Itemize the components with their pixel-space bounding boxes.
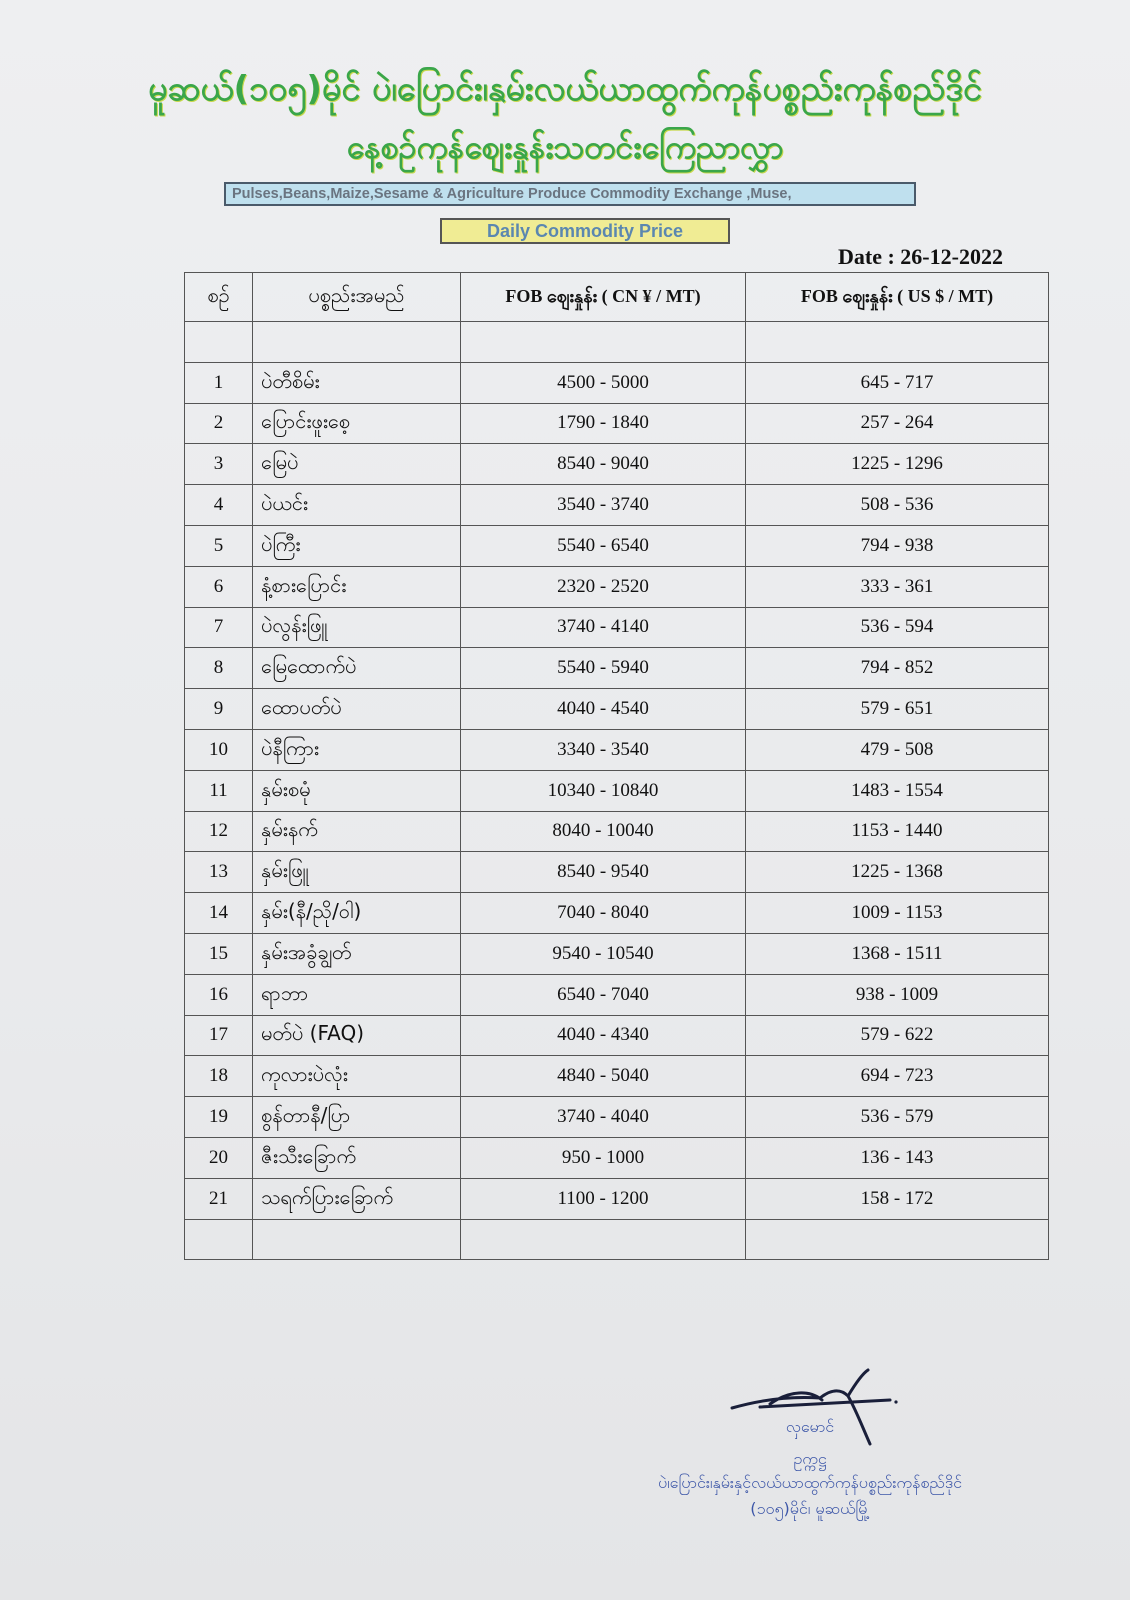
price-cny-cell: 3340 - 3540 [461, 729, 746, 770]
price-cny-cell: 1790 - 1840 [461, 403, 746, 444]
table-row [185, 485, 1049, 526]
serial-cell: 15 [185, 933, 253, 974]
table-row [185, 1056, 1049, 1097]
serial-cell: 5 [185, 525, 253, 566]
price-cny-cell: 9540 - 10540 [461, 933, 746, 974]
table-row [185, 444, 1049, 485]
price-usd-cell: 136 - 143 [746, 1137, 1049, 1178]
price-cny-cell: 3740 - 4040 [461, 1097, 746, 1138]
document-date: Date : 26-12-2022 [838, 244, 1003, 269]
table-row [185, 362, 1049, 403]
signatory-title: ဥက္ကဋ္ဌ [793, 1449, 827, 1468]
header-serial: စဉ် [185, 273, 253, 322]
price-cny-cell: 2320 - 2520 [461, 566, 746, 607]
header-price-cny: FOB ဈေးနှုန်း ( CN ¥ / MT) [461, 273, 746, 322]
price-usd-cell: 794 - 852 [746, 648, 1049, 689]
item-name-cell: သရက်ပြားခြောက် [253, 1178, 461, 1219]
price-usd-cell: 1225 - 1368 [746, 852, 1049, 893]
serial-cell: 3 [185, 444, 253, 485]
price-usd-cell: 645 - 717 [746, 362, 1049, 403]
price-usd-cell: 694 - 723 [746, 1056, 1049, 1097]
item-name-cell: ဇီးသီးခြောက် [253, 1137, 461, 1178]
table-row [185, 689, 1049, 730]
serial-cell: 11 [185, 770, 253, 811]
price-cny-cell: 6540 - 7040 [461, 974, 746, 1015]
serial-cell: 19 [185, 1097, 253, 1138]
price-cny-cell: 4500 - 5000 [461, 362, 746, 403]
serial-cell: 8 [185, 648, 253, 689]
item-name-cell: မြေထောက်ပဲ [253, 648, 461, 689]
price-cny-cell: 5540 - 5940 [461, 648, 746, 689]
price-cny-cell: 10340 - 10840 [461, 770, 746, 811]
serial-cell: 21 [185, 1178, 253, 1219]
table-row [185, 729, 1049, 770]
table-row-empty [185, 1219, 1049, 1260]
item-name-cell: နှမ်းအခွံချွတ် [253, 933, 461, 974]
table-row [185, 566, 1049, 607]
table-row [185, 852, 1049, 893]
price-usd-cell: 1483 - 1554 [746, 770, 1049, 811]
price-usd-cell: 536 - 579 [746, 1097, 1049, 1138]
price-cny-cell: 7040 - 8040 [461, 893, 746, 934]
price-cny-cell: 8540 - 9040 [461, 444, 746, 485]
table-row-empty [185, 322, 1049, 363]
price-cny-cell: 4040 - 4540 [461, 689, 746, 730]
price-cny-cell: 3540 - 3740 [461, 485, 746, 526]
signatory-place: (၁၀၅)မိုင်၊ မူဆယ်မြို့ [750, 1499, 870, 1518]
daily-price-label: Daily Commodity Price [440, 218, 730, 244]
price-usd-cell: 579 - 622 [746, 1015, 1049, 1056]
price-usd-cell: 479 - 508 [746, 729, 1049, 770]
serial-cell: 16 [185, 974, 253, 1015]
title-line-2: နေ့စဉ်ကုန်ဈေးနှုန်းသတင်းကြေညာလွှာ [346, 128, 784, 166]
price-cny-cell: 4840 - 5040 [461, 1056, 746, 1097]
table-row [185, 403, 1049, 444]
item-name-cell: ပဲတီစိမ်း [253, 362, 461, 403]
table-header-row [185, 273, 1049, 322]
serial-cell: 10 [185, 729, 253, 770]
price-usd-cell: 333 - 361 [746, 566, 1049, 607]
item-name-cell: မတ်ပဲ (FAQ) [253, 1015, 461, 1056]
signature-block [600, 1360, 1020, 1540]
price-usd-cell: 938 - 1009 [746, 974, 1049, 1015]
price-cny-cell: 5540 - 6540 [461, 525, 746, 566]
item-name-cell: ပဲကြီး [253, 525, 461, 566]
serial-cell: 9 [185, 689, 253, 730]
serial-cell: 17 [185, 1015, 253, 1056]
table-row [185, 933, 1049, 974]
table-row [185, 648, 1049, 689]
table-row [185, 1097, 1049, 1138]
table-row [185, 1015, 1049, 1056]
item-name-cell: ကုလားပဲလုံး [253, 1056, 461, 1097]
serial-cell: 1 [185, 362, 253, 403]
item-name-cell: စွန်တာနီ/ပြာ [253, 1097, 461, 1138]
signatory-name: လှမောင် [785, 1417, 835, 1436]
item-name-cell: ပဲနီကြား [253, 729, 461, 770]
item-name-cell: ပြောင်းဖူးစေ့ [253, 403, 461, 444]
price-cny-cell: 1100 - 1200 [461, 1178, 746, 1219]
english-name-banner: Pulses,Beans,Maize,Sesame & Agriculture Produce Commodity Exchange ,Muse, [224, 182, 916, 206]
signatory-organization: ပဲ၊ပြောင်း၊နှမ်းနှင့်လယ်ယာထွက်ကုန်ပစ္စည်းကုန်စည်ဒိုင် [657, 1473, 963, 1492]
table-row [185, 893, 1049, 934]
price-cny-cell: 3740 - 4140 [461, 607, 746, 648]
price-cny-cell: 950 - 1000 [461, 1137, 746, 1178]
item-name-cell: နှမ်း(နီ/ညို/ဝါ) [253, 893, 461, 934]
item-name-cell: နှမ်းနက် [253, 811, 461, 852]
table-row [185, 1137, 1049, 1178]
price-usd-cell: 158 - 172 [746, 1178, 1049, 1219]
price-usd-cell: 536 - 594 [746, 607, 1049, 648]
serial-cell: 14 [185, 893, 253, 934]
table-row [185, 974, 1049, 1015]
serial-cell: 13 [185, 852, 253, 893]
header-price-usd: FOB ဈေးနှုန်း ( US $ / MT) [746, 273, 1049, 322]
serial-cell: 2 [185, 403, 253, 444]
price-usd-cell: 257 - 264 [746, 403, 1049, 444]
price-usd-cell: 508 - 536 [746, 485, 1049, 526]
price-cny-cell: 4040 - 4340 [461, 1015, 746, 1056]
table-row [185, 811, 1049, 852]
price-table [184, 272, 1049, 1260]
item-name-cell: ထောပတ်ပဲ [253, 689, 461, 730]
table-row [185, 1178, 1049, 1219]
table-row [185, 770, 1049, 811]
item-name-cell: မြေပဲ [253, 444, 461, 485]
item-name-cell: ပဲယင်း [253, 485, 461, 526]
item-name-cell: ရာဘာ [253, 974, 461, 1015]
item-name-cell: ပဲလွန်းဖြူ [253, 607, 461, 648]
table-row [185, 525, 1049, 566]
serial-cell: 18 [185, 1056, 253, 1097]
title-line-1: မူဆယ်(၁၀၅)မိုင် ပဲ၊ပြောင်း၊နှမ်းလယ်ယာထွက်ကုန်ပစ္စည်းကုန်စည်ဒိုင် [148, 69, 982, 109]
serial-cell: 20 [185, 1137, 253, 1178]
serial-cell: 12 [185, 811, 253, 852]
price-cny-cell: 8540 - 9540 [461, 852, 746, 893]
serial-cell: 7 [185, 607, 253, 648]
table-row [185, 607, 1049, 648]
price-cny-cell: 8040 - 10040 [461, 811, 746, 852]
price-usd-cell: 1153 - 1440 [746, 811, 1049, 852]
item-name-cell: နံ့စားပြောင်း [253, 566, 461, 607]
price-usd-cell: 579 - 651 [746, 689, 1049, 730]
price-usd-cell: 1225 - 1296 [746, 444, 1049, 485]
serial-cell: 6 [185, 566, 253, 607]
header-item-name: ပစ္စည်းအမည် [253, 273, 461, 322]
price-usd-cell: 794 - 938 [746, 525, 1049, 566]
price-usd-cell: 1368 - 1511 [746, 933, 1049, 974]
serial-cell: 4 [185, 485, 253, 526]
price-usd-cell: 1009 - 1153 [746, 893, 1049, 934]
item-name-cell: နှမ်းဖြူ [253, 852, 461, 893]
item-name-cell: နှမ်းစမုံ [253, 770, 461, 811]
